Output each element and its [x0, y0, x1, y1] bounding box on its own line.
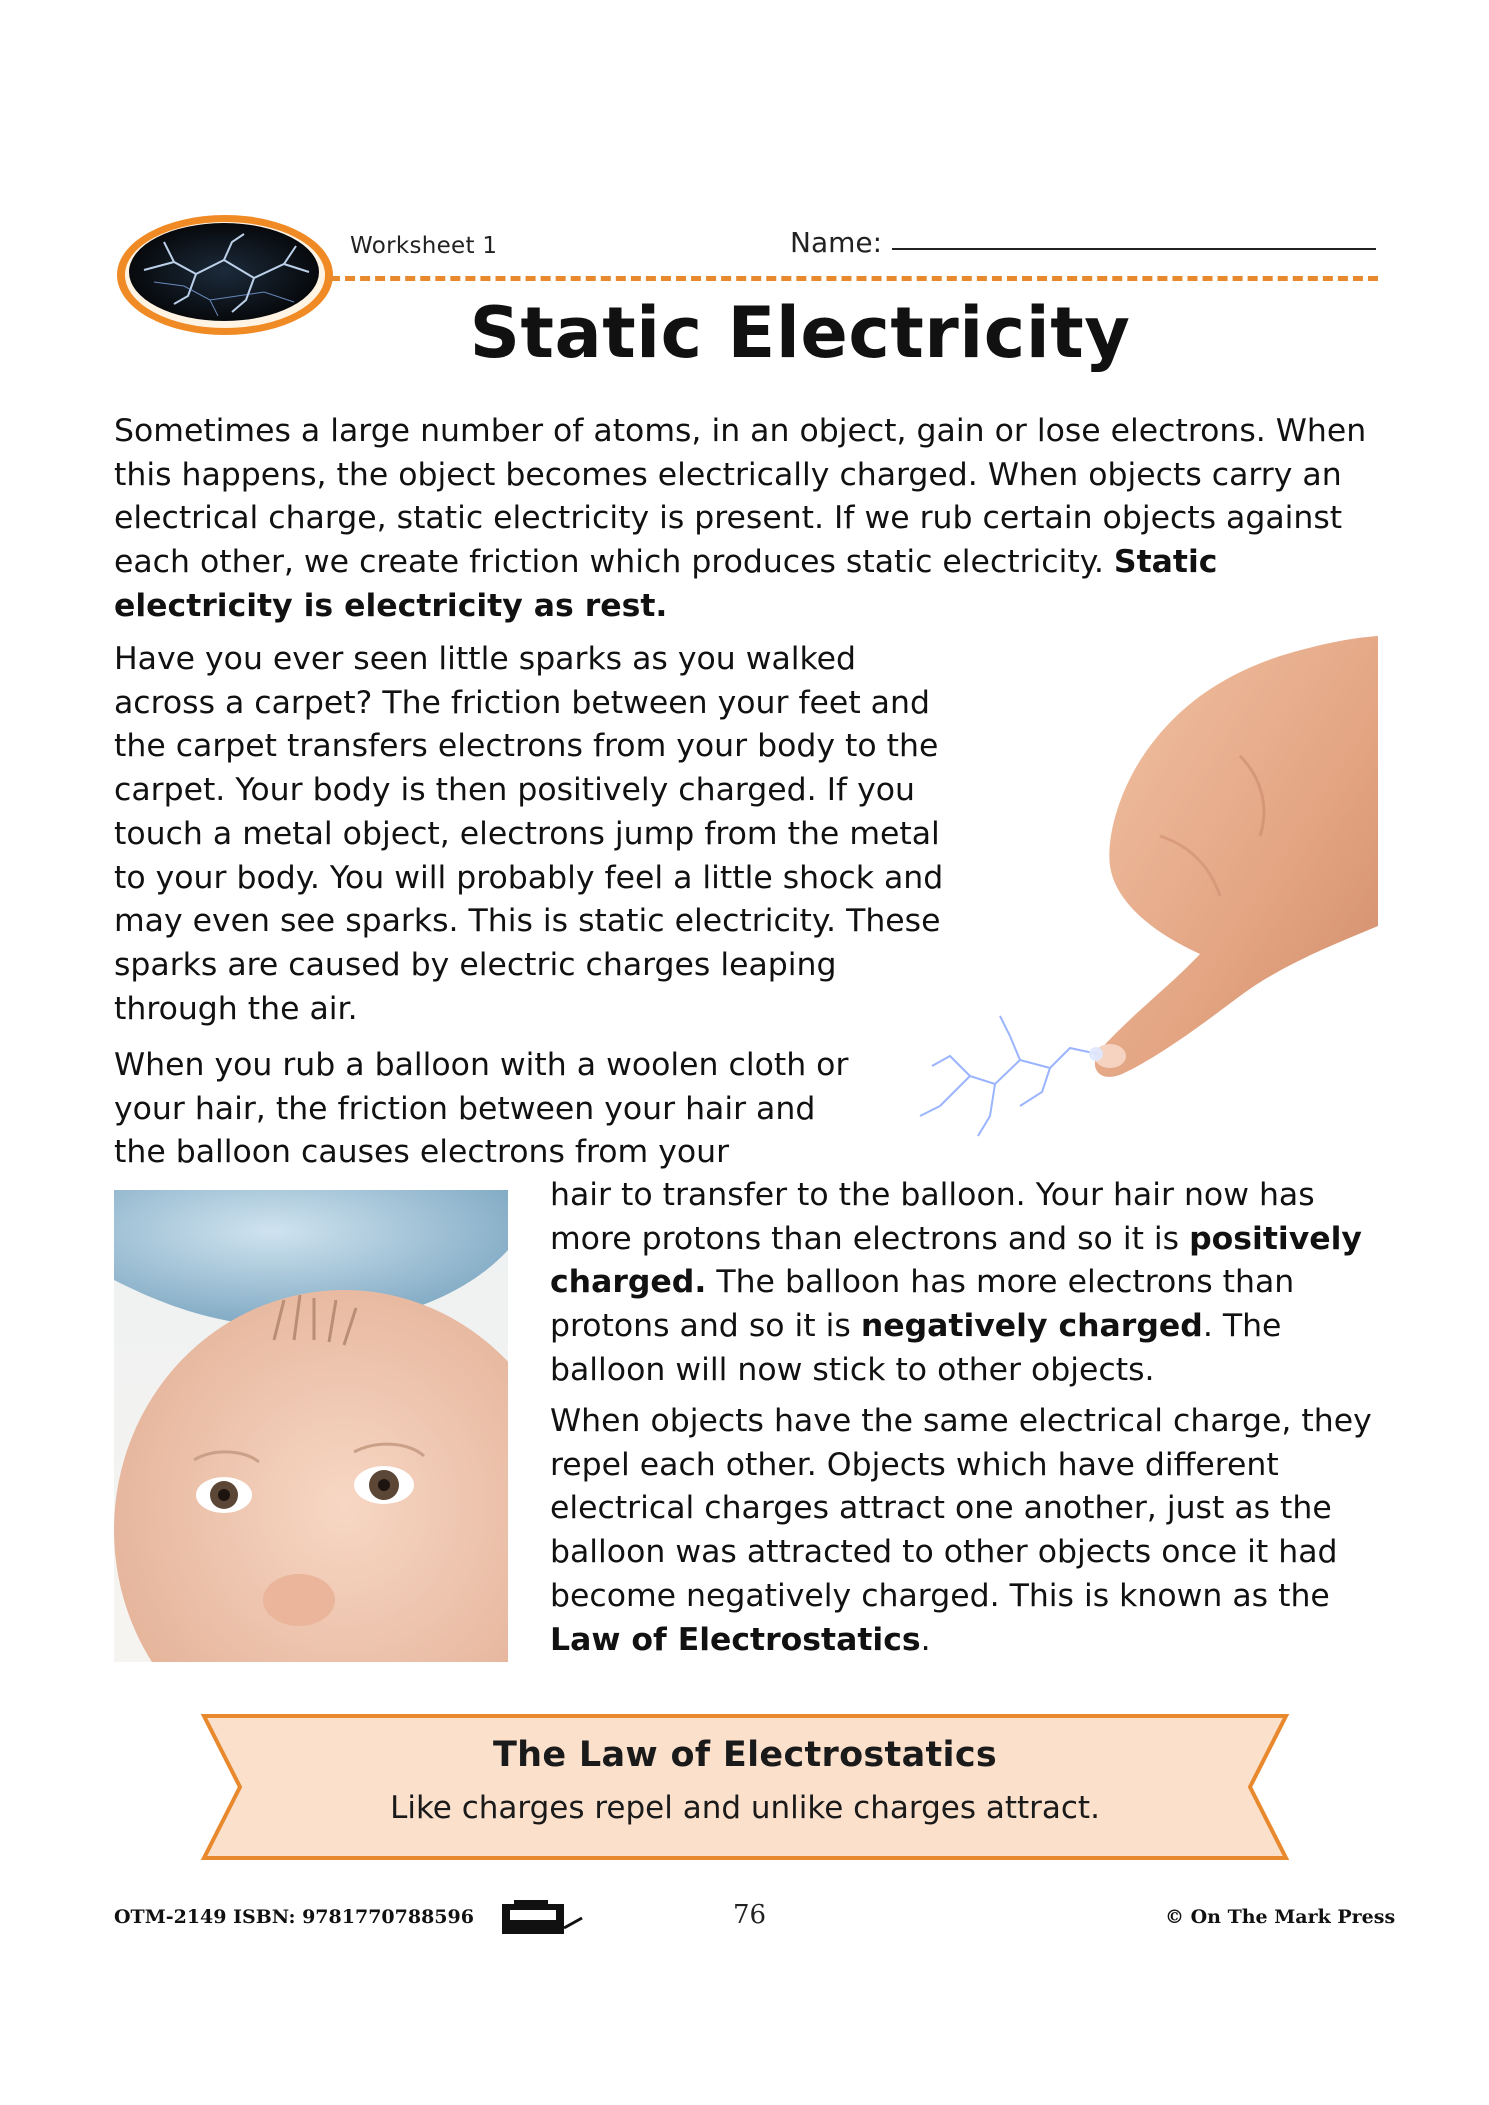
repel-end: . — [920, 1621, 931, 1658]
footer-code: OTM-2149 ISBN: 9781770788596 — [114, 1906, 474, 1928]
charge-text-a: hair to transfer to the balloon. Your hair now has more protons than electrons and so it is — [550, 1177, 1315, 1257]
name-field[interactable] — [892, 248, 1376, 250]
page-number: 76 — [733, 1900, 767, 1930]
worksheet-label: Worksheet 1 — [350, 233, 498, 259]
carpet-paragraph: Have you ever seen little sparks as you walked across a carpet? The friction between your feet and the carpet transfers electrons from your body to the carpet. Your body is then positively charged. If you touch a metal object, electrons jump from the metal to your body. You will probably feel a little shock and may even see sparks. This is static electricity. These sparks are caused by electric charges leaping through the air. — [114, 641, 944, 1027]
intro-bold-text: Static electricity is electricity as rest. — [114, 544, 1218, 624]
positively-charged-text: positively charged. — [550, 1220, 1362, 1301]
law-text: Like charges repel and unlike charges attract. — [390, 1790, 1100, 1826]
negatively-charged-text: negatively charged — [860, 1308, 1203, 1345]
law-title: The Law of Electrostatics — [492, 1735, 998, 1775]
intro-text: Sometimes a large number of atoms, in an object, gain or lose electrons. When this happens, the object becomes electrically charged. When objects carry an electrical charge, static electricity is present. If we rub certain objects against each other, we create friction which produces static electricity. — [114, 413, 1367, 581]
law-name-text: Law of Electrostatics — [550, 1621, 921, 1658]
balloon-paragraph: When you rub a balloon with a woolen cloth or your hair, the friction between your hair and the balloon causes electrons from your — [114, 1047, 849, 1171]
charge-text-c: . The balloon will now stick to other objects. — [550, 1308, 1282, 1388]
intro-paragraph — [114, 410, 1394, 629]
baby-balloon-photo — [114, 1190, 508, 1662]
charge-paragraph — [550, 1174, 1370, 1393]
repel-text: When objects have the same electrical charge, they repel each other. Objects which have different electrical charges attract one another, just as the balloon was attracted to other objects once it had become negatively charged. This is known as the — [550, 1403, 1372, 1614]
reproducible-icon — [500, 1898, 585, 1938]
dashed-divider — [330, 276, 1378, 281]
repel-paragraph — [550, 1400, 1380, 1662]
lightning-logo-icon — [114, 212, 336, 338]
name-label: Name: — [790, 226, 883, 259]
charge-text-b: The balloon has more electrons than protons and so it is — [550, 1264, 1295, 1345]
footer-copyright: © On The Mark Press — [1165, 1906, 1396, 1928]
page-title: Static Electricity — [469, 292, 1131, 374]
